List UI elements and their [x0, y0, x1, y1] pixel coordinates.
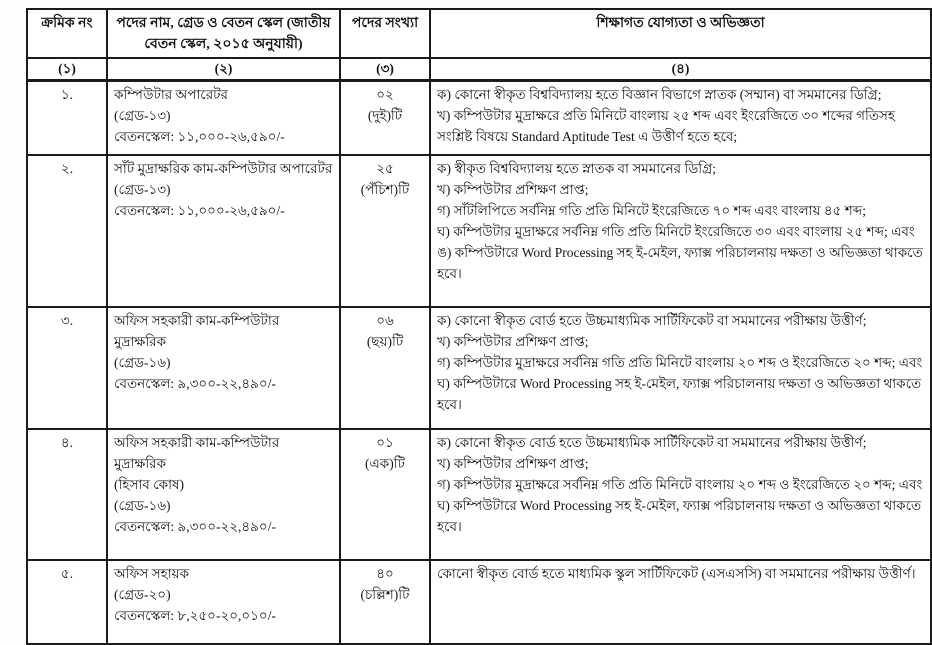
qualification-line: গ) কম্পিউটার মুদ্রাক্ষরে সর্বনিম্ন গতি প্রতি মিনিটে বাংলায় ২০ শব্দ ও ইংরেজিতে ২০ শব্দ; এবং [437, 477, 923, 492]
post-line: (হিসাব কোষ) [114, 477, 184, 492]
table-row-5 [27, 560, 931, 644]
post-line: বেতনস্কেল: ৯,৩০০-২২,৪৯০/- [114, 376, 276, 391]
qualification-line: খ) কম্পিউটার প্রশিক্ষণ প্রাপ্ত; [437, 334, 589, 349]
qualification-line: ঙ) কম্পিউটারে Word Processing সহ ই-মেইল, ফ্যাক্স পরিচালনায় দক্ষতা ও অভিজ্ঞতা থাকতে হবে। [437, 245, 923, 281]
qualification-line: ঘ) কম্পিউটারে Word Processing সহ ই-মেইল, ফ্যাক্স পরিচালনায় দক্ষতা ও অভিজ্ঞতা থাকতে হবে। [437, 498, 922, 534]
serial-cell: ৩. [27, 307, 107, 429]
post-line: বেতনস্কেল: ৯,৩০০-২২,৪৯০/- [114, 519, 276, 534]
qualification-cell [430, 81, 931, 156]
qualification-cell [430, 429, 931, 560]
qualification-line: কোনো স্বীকৃত বোর্ড হতে মাধ্যমিক স্কুল সার্টিফিকেট (এসএসসি) বা সমমানের পরীক্ষায় উত্তীর্ণ। [437, 566, 916, 581]
serial-cell: ৫. [27, 560, 107, 644]
post-line: বেতনস্কেল: ৮,২৫০-২০,০১০/- [114, 608, 276, 623]
qualification-line: ক) কোনো স্বীকৃত বোর্ড হতে উচ্চমাধ্যমিক সার্টিফিকেট বা সমমানের পরীক্ষায় উত্তীর্ণ; [437, 313, 867, 328]
qualification-cell [430, 155, 931, 307]
count-word: (পঁচিশ)টি [360, 182, 410, 197]
qualification-line: খ) কম্পিউটার প্রশিক্ষণ প্রাপ্ত; [437, 182, 589, 197]
count-cell [340, 155, 430, 307]
column-number-3: (৩) [340, 58, 430, 81]
count-word: (চল্লিশ)টি [360, 587, 410, 602]
header-post-name: পদের নাম, গ্রেড ও বেতন স্কেল (জাতীয় বেতন স্কেল, ২০১৫ অনুযায়ী) [107, 9, 340, 58]
qualification-line: গ) কম্পিউটার মুদ্রাক্ষরে সর্বনিম্ন গতি প্রতি মিনিটে বাংলায় ২০ শব্দ ও ইংরেজিতে ২০ শব্দ; এবং [437, 355, 923, 370]
count-cell [340, 307, 430, 429]
count-word: (ছয়)টি [366, 334, 404, 349]
column-number-row [27, 58, 931, 81]
count-word: (দুই)টি [367, 108, 403, 123]
qualification-line: ক) স্বীকৃত বিশ্ববিদ্যালয় হতে স্নাতক বা সমমানের ডিগ্রি; [437, 161, 716, 176]
count-cell [340, 429, 430, 560]
table-row-2 [27, 155, 931, 307]
count-word: (এক)টি [365, 456, 405, 471]
qualification-line: গ) সাঁটলিপিতে সর্বনিম্ন গতি প্রতি মিনিটে ইংরেজিতে ৭০ শব্দ এবং বাংলায় ৪৫ শব্দ; [437, 203, 867, 218]
count-number: ০১ [376, 435, 394, 450]
qualification-line: খ) কম্পিউটার মুদ্রাক্ষরে প্রতি মিনিটে বাংলায় ২৫ শব্দ এবং ইংরেজিতে ৩০ শব্দের গতিসহ সংশ্লিষ্ট বিষয়ে Standard Aptitude Test এ উত্তীর্ণ হতে হবে; [437, 108, 895, 144]
count-number: ২৫ [376, 161, 394, 176]
post-line: (গ্রেড-২০) [114, 587, 171, 602]
post-line: বেতনস্কেল: ১১,০০০-২৬,৫৯০/- [114, 203, 285, 218]
table-row-1 [27, 81, 931, 156]
serial-cell: ১. [27, 81, 107, 156]
post-cell [107, 560, 340, 644]
qualification-line: ঘ) কম্পিউটারে Word Processing সহ ই-মেইল, ফ্যাক্স পরিচালনায় দক্ষতা ও অভিজ্ঞতা থাকতে হবে। [437, 376, 922, 412]
post-cell [107, 429, 340, 560]
serial-cell: ২. [27, 155, 107, 307]
qualification-cell [430, 307, 931, 429]
post-line: (গ্রেড-১৩) [114, 108, 171, 123]
count-cell [340, 81, 430, 156]
post-cell [107, 81, 340, 156]
post-line: কম্পিউটার অপারেটর [114, 87, 228, 102]
post-line: (গ্রেড-১৬) [114, 355, 171, 370]
post-line: অফিস সহকারী কাম-কম্পিউটার মুদ্রাক্ষরিক [114, 435, 280, 471]
qualification-line: ক) কোনো স্বীকৃত বোর্ড হতে উচ্চমাধ্যমিক সার্টিফিকেট বা সমমানের পরীক্ষায় উত্তীর্ণ; [437, 435, 867, 450]
header-qualification: শিক্ষাগত যোগ্যতা ও অভিজ্ঞতা [430, 9, 931, 58]
post-cell [107, 155, 340, 307]
serial-cell: ৪. [27, 429, 107, 560]
column-number-1: (১) [27, 58, 107, 81]
header-post-count: পদের সংখ্যা [340, 9, 430, 58]
post-line: বেতনস্কেল: ১১,০০০-২৬,৫৯০/- [114, 129, 285, 144]
count-number: ৪০ [376, 566, 394, 581]
count-number: ০২ [376, 87, 394, 102]
post-line: (গ্রেড-১৩) [114, 182, 171, 197]
recruitment-table [26, 8, 932, 645]
count-number: ০৬ [376, 313, 394, 328]
column-number-2: (২) [107, 58, 340, 81]
qualification-line: খ) কম্পিউটার প্রশিক্ষণ প্রাপ্ত; [437, 456, 589, 471]
post-line: সাঁট মুদ্রাক্ষরিক কাম-কম্পিউটার অপারেটর [114, 161, 333, 176]
header-serial: ক্রমিক নং [27, 9, 107, 58]
count-cell [340, 560, 430, 644]
post-line: অফিস সহায়ক [114, 566, 190, 581]
qualification-line: ক) কোনো স্বীকৃত বিশ্ববিদ্যালয় হতে বিজ্ঞান বিভাগে স্নাতক (সম্মান) বা সমমানের ডিগ্রি; [437, 87, 882, 102]
table-row-3 [27, 307, 931, 429]
post-line: অফিস সহকারী কাম-কম্পিউটার মুদ্রাক্ষরিক [114, 313, 280, 349]
qualification-line: ঘ) কম্পিউটার মুদ্রাক্ষরে সর্বনিম্ন গতি প্রতি মিনিটে ইংরেজিতে ৩০ এবং বাংলায় ২৫ শব্দ; এবং [437, 224, 915, 239]
column-number-4: (৪) [430, 58, 931, 81]
post-line: (গ্রেড-১৬) [114, 498, 171, 513]
qualification-cell [430, 560, 931, 644]
table-header-row [27, 9, 931, 58]
table-row-4 [27, 429, 931, 560]
post-cell [107, 307, 340, 429]
